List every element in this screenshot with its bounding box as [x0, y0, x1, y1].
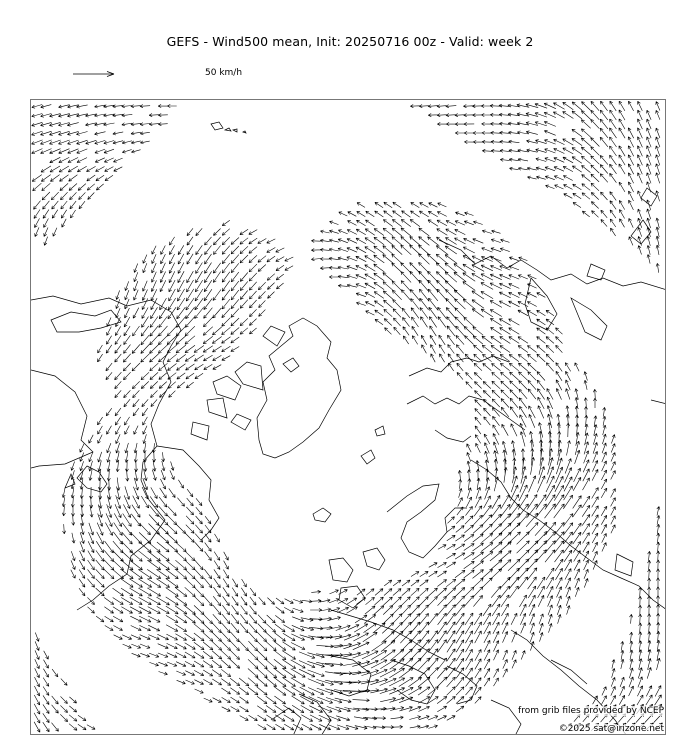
reference-vector-legend	[72, 66, 272, 82]
reference-vector-label: 50 km/h	[205, 68, 243, 78]
wind-arrows	[32, 101, 663, 732]
wind-map-panel	[30, 99, 666, 735]
data-source-credit: from grib files provided by NCEP	[518, 706, 664, 716]
wind-vector-map	[31, 100, 666, 735]
reference-arrow-icon	[72, 66, 132, 82]
wind-vector-arrows	[32, 101, 663, 732]
copyright-credit: ©2025 sat@irizone.net	[558, 724, 664, 734]
map-title: GEFS - Wind500 mean, Init: 20250716 00z - Valid: week 2	[166, 34, 534, 49]
coastlines	[31, 122, 666, 735]
